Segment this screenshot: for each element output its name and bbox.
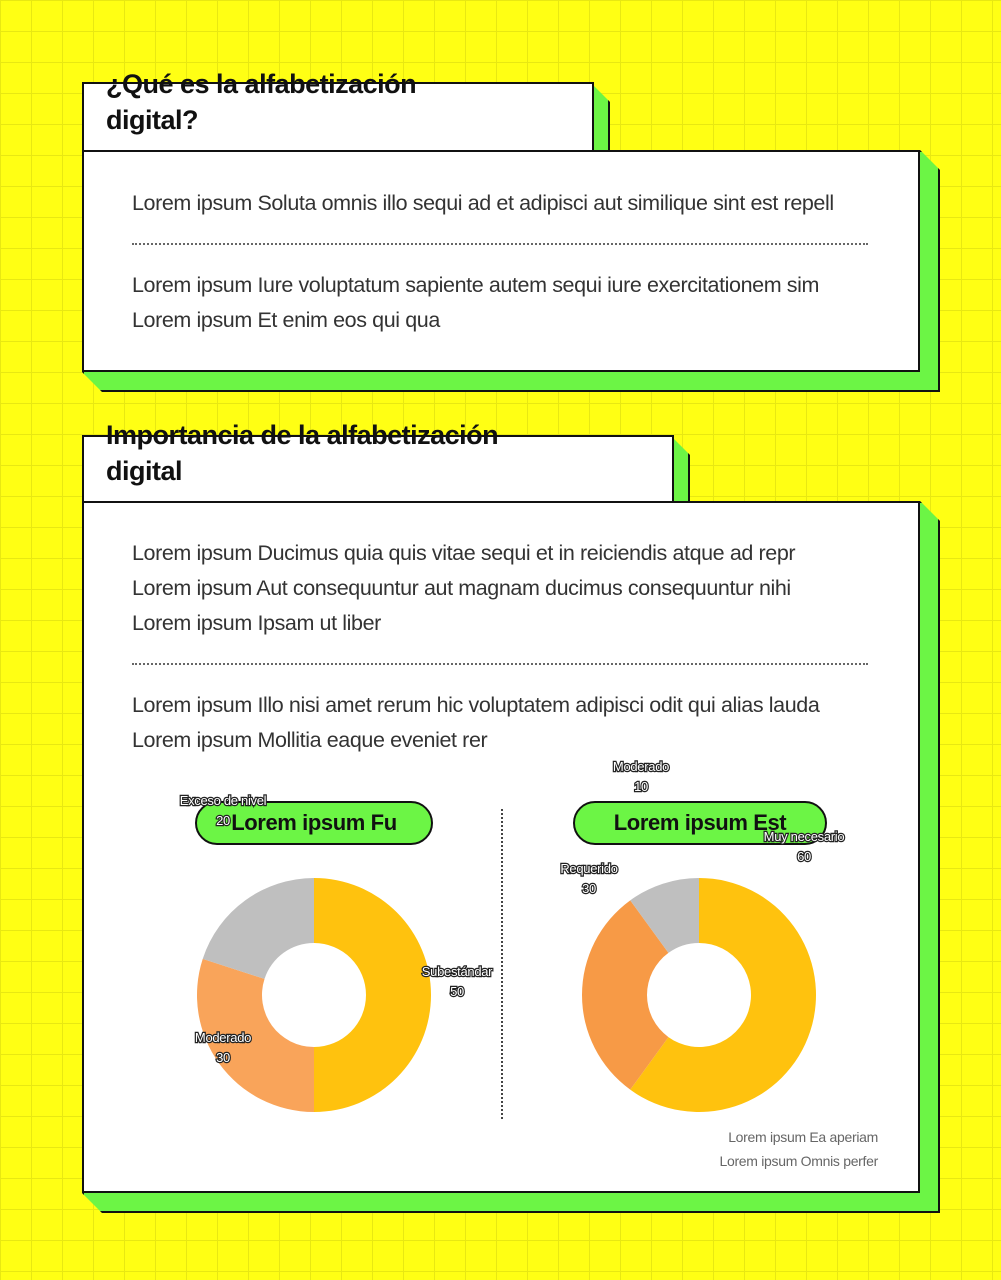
- section1-paragraph-1: Lorem ipsum Soluta omnis illo sequi ad et adipisci aut similique sint est repell: [132, 191, 834, 215]
- slice-value-label: 20: [216, 813, 230, 828]
- section2-divider: [132, 663, 868, 665]
- note-line-2: Lorem ipsum Omnis perfer: [719, 1153, 878, 1169]
- note-line-1: Lorem ipsum Ea aperiam: [728, 1129, 878, 1145]
- slice-category-label: Exceso de nivel: [179, 793, 267, 808]
- section2-paragraph-1: Lorem ipsum Ducimus quia quis vitae sequi et in reiciendis atque ad repr Lorem ipsum Aut consequuntur aut magnam ducimus consequuntur nihi Lorem ipsum Ipsam ut liber: [132, 541, 796, 635]
- section1-title: ¿Qué es la alfabetización digital?: [106, 69, 417, 135]
- slice-category-label: Requerido: [560, 861, 618, 876]
- chart2-title-pill: Lorem ipsum Est: [573, 801, 827, 845]
- donut-slice: [203, 878, 314, 979]
- slice-value-label: 10: [634, 779, 648, 794]
- donut-slice: [314, 878, 431, 1112]
- slice-category-label: Moderado: [194, 1030, 252, 1045]
- slice-value-label: 60: [797, 849, 811, 864]
- section1-paragraph-2: Lorem ipsum Iure voluptatum sapiente autem sequi iure exercitationem sim Lorem ipsum Et enim eos qui qua: [132, 273, 820, 332]
- section2-title: Importancia de la alfabetización digital: [106, 420, 499, 486]
- slice-category-label: Subestándar: [421, 964, 493, 979]
- source-notes: [719, 1125, 878, 1173]
- chart1-title-pill: Lorem ipsum Fu: [195, 801, 433, 845]
- slice-category-label: Muy necesario: [763, 829, 845, 844]
- slice-category-label: Moderado: [612, 759, 670, 774]
- slice-value-label: 30: [582, 881, 596, 896]
- section2-card: [82, 501, 940, 1213]
- section2-paragraph-2: Lorem ipsum Illo nisi amet rerum hic voluptatem adipisci odit qui alias lauda Lorem ipsum Mollitia eaque eveniet rer: [132, 693, 820, 752]
- slice-value-label: 30: [216, 1050, 230, 1065]
- charts-divider: [501, 809, 503, 1119]
- slice-value-label: 50: [450, 984, 464, 999]
- section1-divider: [132, 243, 868, 245]
- section1-card: [82, 150, 940, 392]
